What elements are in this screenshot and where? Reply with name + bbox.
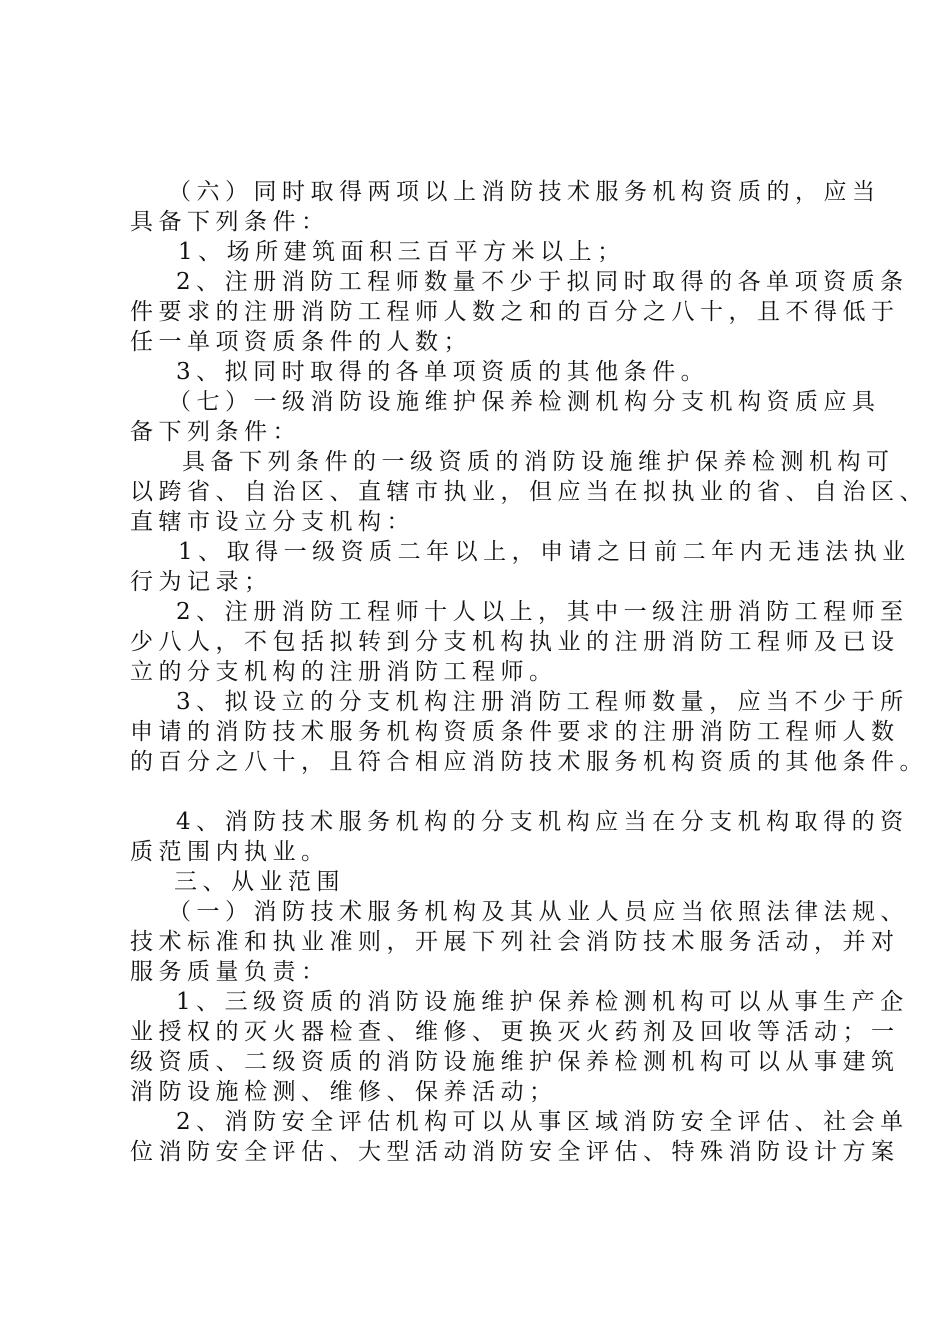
paragraph-line: 具备下列条件的一级资质的消防设施维护保养检测机构可 [182,449,895,475]
paragraph-line: 消防设施检测、维修、保养活动； [130,1079,558,1105]
paragraph-line: 级资质、二级资质的消防设施维护保养检测机构可以从事建筑 [130,1049,900,1075]
paragraph-line: 1、取得一级资质二年以上，申请之日前二年内无违法执业 [178,539,911,565]
paragraph-line: 任一单项资质条件的人数； [130,329,472,355]
paragraph-line: （六）同时取得两项以上消防技术服务机构资质的，应当 [168,179,881,205]
paragraph-line: 服务质量负责： [130,959,330,985]
paragraph-line: 直辖市设立分支机构： [130,509,415,535]
paragraph-line: （七）一级消防设施维护保养检测机构分支机构资质应具 [168,389,881,415]
paragraph-line: 位消防安全评估、大型活动消防安全评估、特殊消防设计方案 [130,1139,900,1165]
paragraph-line: 3、拟设立的分支机构注册消防工程师数量，应当不少于所 [176,689,909,715]
paragraph-line: 申请的消防技术服务机构资质条件要求的注册消防工程师人数 [130,719,900,745]
paragraph-line: 备下列条件： [130,419,301,445]
paragraph-line: 行为记录； [130,569,273,595]
paragraph-line: 1、三级资质的消防设施维护保养检测机构可以从事生产企 [176,989,909,1015]
paragraph-line: 2、注册消防工程师数量不少于拟同时取得的各单项资质条 [176,269,909,295]
paragraph-line: 技术标准和执业准则，开展下列社会消防技术服务活动，并对 [130,929,900,955]
paragraph-line: 少八人，不包括拟转到分支机构执业的注册消防工程师及已设 [130,629,900,655]
paragraph-line: 2、注册消防工程师十人以上，其中一级注册消防工程师至 [176,599,909,625]
paragraph-line: 质范围内执业。 [130,839,330,865]
paragraph-line: 件要求的注册消防工程师人数之和的百分之八十，且不得低于 [130,299,900,325]
paragraph-line: 1、场所建筑面积三百平方米以上； [178,239,626,265]
paragraph-line: 业授权的灭火器检查、维修、更换灭火药剂及回收等活动；一 [130,1019,900,1045]
paragraph-line: 以跨省、自治区、直辖市执业，但应当在拟执业的省、自治区、 [130,479,928,505]
paragraph-line: 立的分支机构的注册消防工程师。 [130,659,558,685]
section-heading: 三、从业范围 [174,869,345,895]
paragraph-line: 4、消防技术服务机构的分支机构应当在分支机构取得的资 [176,809,909,835]
paragraph-line: 3、拟同时取得的各单项资质的其他条件。 [176,359,710,385]
paragraph-line: 2、消防安全评估机构可以从事区域消防安全评估、社会单 [176,1109,909,1135]
paragraph-line: 的百分之八十，且符合相应消防技术服务机构资质的其他条件。 [130,749,928,775]
paragraph-line: 具备下列条件： [130,209,330,235]
paragraph-line: （一）消防技术服务机构及其从业人员应当依照法律法规、 [168,899,909,925]
